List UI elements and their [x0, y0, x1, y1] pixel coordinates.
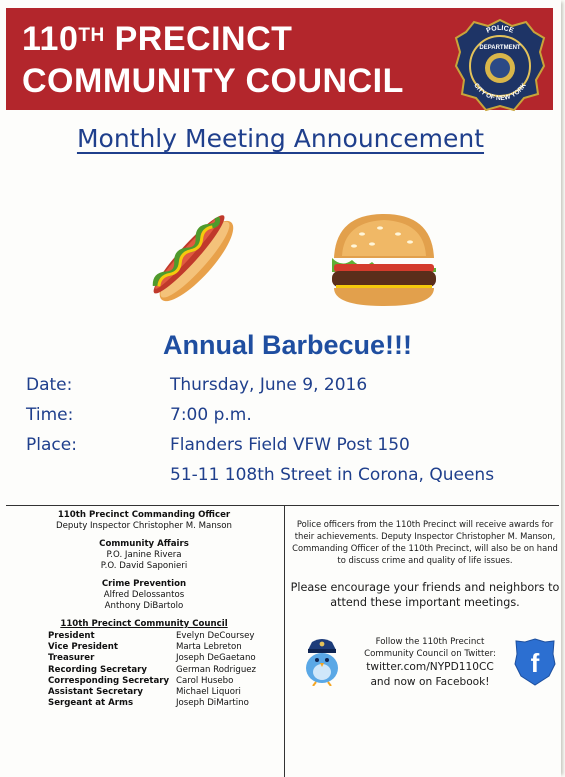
svg-text:DEPARTMENT: DEPARTMENT	[479, 45, 521, 51]
date-label: Date:	[26, 375, 73, 395]
twitter-police-bird-icon	[302, 634, 342, 686]
roster-row: Sergeant at Arms Joseph DiMartino	[48, 698, 249, 709]
time-value: 7:00 p.m.	[170, 405, 252, 425]
svg-text:CITY OF NEW YORK: CITY OF NEW YORK	[472, 82, 528, 103]
header-banner	[6, 8, 553, 110]
meeting-headline: Monthly Meeting Announcement	[76, 124, 485, 153]
twitter-handle-link[interactable]: twitter.com/NYPD110CC	[366, 661, 494, 673]
svg-text:f: f	[530, 648, 540, 678]
commanding-officer-block: 110th Precinct Commanding Officer Deputy Inspector Christopher M. Manson	[56, 510, 232, 531]
burger-icon	[328, 212, 440, 308]
svg-text:POLICE: POLICE	[485, 24, 515, 35]
facebook-text: and now on Facebook!	[370, 676, 490, 688]
roster-row: President Evelyn DeCoursey	[48, 631, 255, 641]
roster-row: Treasurer Joseph DeGaetano	[48, 653, 256, 664]
address-value: 51-11 108th Street in Corona, Queens	[170, 465, 495, 485]
council-officers-heading: 110th Precinct Community Council	[60, 619, 228, 629]
council-title: 110TH PRECINCT COMMUNITY COUNCIL	[22, 20, 404, 100]
info-column	[290, 518, 560, 688]
contacts-column	[8, 510, 280, 709]
hotdog-icon	[136, 205, 248, 305]
roster-row: Corresponding Secretary Carol Husebo	[48, 675, 234, 686]
nypd-badge-icon	[454, 18, 546, 114]
social-follow-block: Follow the 110th Precinct Community Council on Twitter: twitter.com/NYPD110CC and now on Facebook!	[350, 636, 510, 690]
roster-row: Recording Secretary German Rodriguez	[48, 664, 257, 675]
date-value: Thursday, June 9, 2016	[170, 375, 368, 395]
roster-row: Vice President Marta Lebreton	[48, 642, 242, 653]
section-divider	[6, 505, 559, 506]
facebook-badge-icon[interactable]	[514, 638, 556, 686]
council-roster	[48, 631, 280, 709]
time-label: Time:	[26, 405, 74, 425]
community-affairs-block: Community Affairs P.O. Janine Rivera P.O. David Saponieri	[99, 539, 189, 571]
roster-row: Assistant Secretary Michael Liquori	[48, 686, 241, 697]
encourage-paragraph: Please encourage your friends and neighbors to attend these important meetings.	[290, 581, 560, 609]
column-divider	[284, 505, 285, 777]
awards-paragraph: Police officers from the 110th Precinct will receive awards for their achievements. Deputy Inspector Christopher M. Manson, Commanding Officer of the 110th Precinct, will also be on hand to discuss crime and quality of life issues.	[292, 519, 558, 565]
place-value: Flanders Field VFW Post 150	[170, 435, 410, 455]
crime-prevention-block: Crime Prevention Alfred Delossantos Anthony DiBartolo	[101, 579, 187, 611]
event-title: Annual Barbecue!!!	[162, 330, 413, 360]
place-label: Place:	[26, 435, 77, 455]
